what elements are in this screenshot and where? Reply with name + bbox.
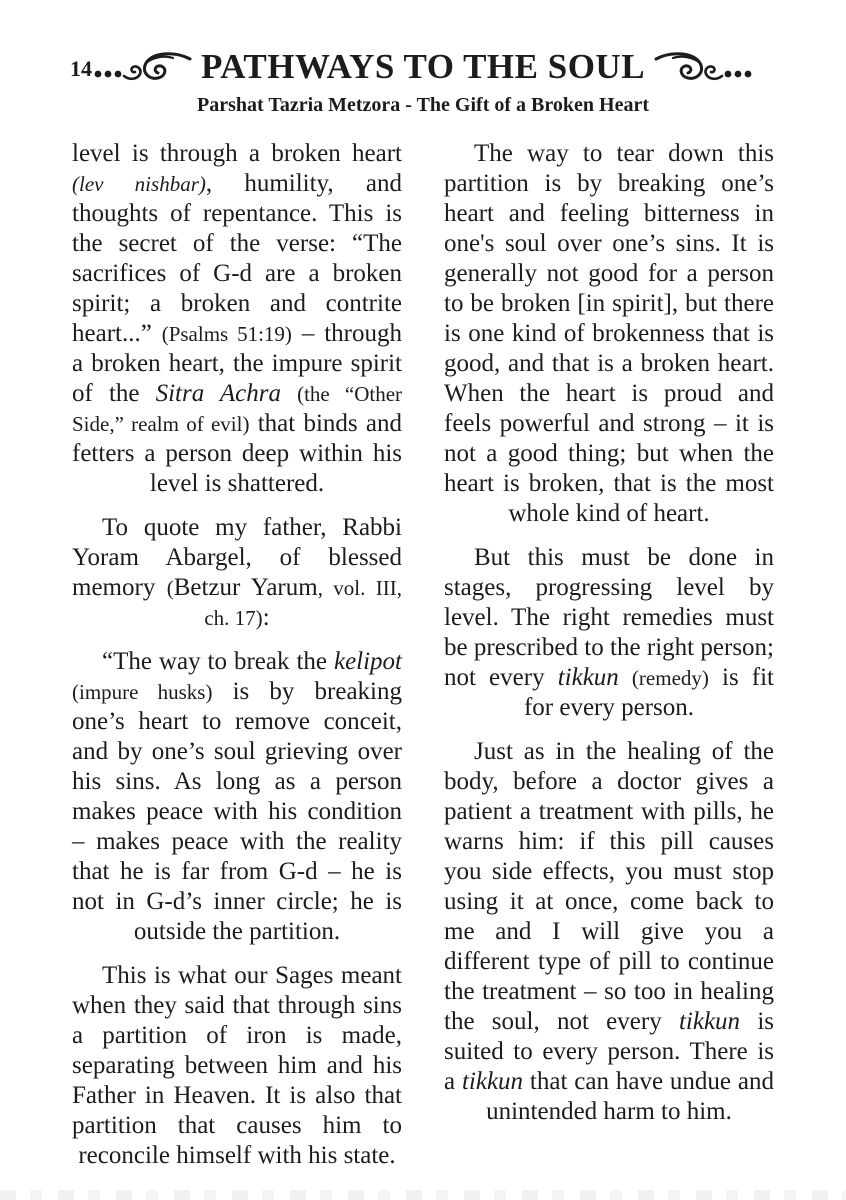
text-run: (remedy) (631, 666, 709, 690)
text-run: , humility, and thoughts of repentance. This is the secret of the verse: “The sacrifices of G-d are a broken spirit; a broken and contrite heart...” (72, 170, 402, 347)
paragraph (444, 737, 774, 1127)
text-run: But this must be done in stages, progressing level by level. The right remedies must be prescribed to the right person; not every (444, 544, 774, 691)
text-run: that can have undue and unintended harm to him. (486, 1068, 774, 1125)
scan-noise-strip (0, 1190, 846, 1200)
text-run: (Psalms 51:19) (161, 322, 292, 346)
paragraph (444, 139, 774, 529)
page-header (0, 0, 846, 117)
text-run: tikkun (678, 1008, 741, 1035)
text-run: Betzur Yarum (173, 574, 318, 601)
text-run: Sitra Achra (155, 380, 281, 407)
paragraph (72, 647, 402, 947)
text-run: (lev nishbar) (72, 172, 206, 196)
text-run: tikkun (557, 664, 619, 691)
right-column (444, 139, 774, 1185)
text-columns (0, 139, 846, 1185)
paragraph (72, 961, 402, 1171)
text-run: (the “Other Side,” realm of evil) (72, 382, 403, 436)
text-run: This is what our Sages meant when they said that through sins a partition of iron is made, separating between him and his Father in Heaven. It is also that partition that causes him to reconcile himself with his state. (72, 962, 402, 1169)
paragraph (444, 543, 774, 723)
text-run: that binds and fetters a person deep within his level is shattered. (72, 410, 403, 497)
left-column (72, 139, 402, 1185)
text-run: The way to tear down this partition is by breaking one’s heart and feeling bitterness in one's soul over one’s sins. It is generally not good for a person to be broken [in spirit], but there is one kind of brokenness that is good, and that is a broken heart. When the heart is proud and feels powerful and strong – it is not a good thing; but when the heart is broken, that is the most whole kind of heart. (444, 140, 774, 527)
text-run: is suited to every person. There is a (444, 1008, 774, 1095)
text-run: ( (166, 576, 174, 600)
text-run: is fit for every person. (523, 664, 775, 721)
page-number: 14 (70, 56, 92, 81)
text-run (281, 380, 297, 407)
text-run: kelipot (333, 648, 402, 675)
chapter-subtitle: Parshat Tazria Metzora - The Gift of a Broken Heart (197, 94, 649, 116)
text-run: tikkun (461, 1068, 524, 1095)
scroll-flourish-right-icon (653, 50, 753, 84)
title-row (0, 44, 846, 90)
text-run: (impure husks) (72, 680, 213, 704)
text-run: , vol. III, ch. 17) (204, 576, 402, 630)
text-run: To quote my father, Rabbi Yoram Abargel, of blessed memory (72, 514, 402, 601)
paragraph (72, 139, 402, 499)
text-run: : (262, 604, 270, 631)
book-title: PATHWAYS TO THE SOUL (200, 47, 646, 86)
paragraph (72, 513, 402, 633)
scroll-flourish-left-icon (93, 50, 193, 84)
text-run (619, 664, 632, 691)
text-run: is by breaking one’s heart to remove conceit, and by one’s soul grieving over his sins. As long as a person makes peace with his condition – makes peace with the reality that he is far from G-d – he is not in G-d’s inner circle; he is outside the partition. (72, 678, 402, 945)
text-run: “The way to break the (102, 648, 334, 675)
text-run: Just as in the healing of the body, before a doctor gives a patient a treatment with pills, he warns him: if this pill causes you side effects, you must stop using it at once, come back to me and I will give you a different type of pill to continue the treatment – so too in healing the soul, not every (444, 738, 774, 1035)
text-run: – through a broken heart, the impure spirit of the (72, 320, 402, 407)
text-run: level is through a broken heart (72, 140, 402, 167)
